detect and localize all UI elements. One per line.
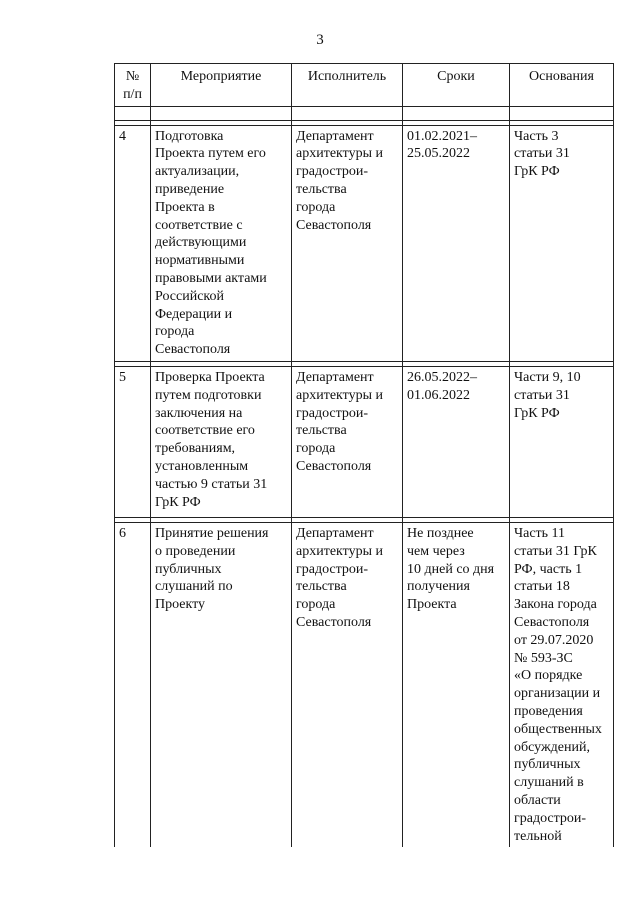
table-spacer-row	[115, 106, 614, 120]
table-row	[115, 125, 614, 361]
table-header-row	[115, 64, 614, 107]
row-executor: Департамент архитектуры и градострои- тельства города Севастополя	[292, 125, 403, 361]
row-event: Подготовка Проекта путем его актуализации, приведение Проекта в соответствие с действующими нормативными правовыми актами Российской Федерации и города Севастополя	[151, 125, 292, 361]
row-basis: Части 9, 10 статьи 31 ГрК РФ	[510, 366, 614, 517]
row-basis: Часть 3 статьи 31 ГрК РФ	[510, 125, 614, 361]
row-dates: Не позднее чем через 10 дней со дня получения Проекта	[403, 522, 510, 847]
page-number: 3	[316, 32, 324, 48]
header-basis: Основания	[510, 64, 614, 107]
row-executor: Департамент архитектуры и градострои- тельства города Севастополя	[292, 366, 403, 517]
row-dates: 01.02.2021– 25.05.2022	[403, 125, 510, 361]
row-number: 4	[115, 125, 151, 361]
header-dates: Сроки	[403, 64, 510, 107]
row-number: 6	[115, 522, 151, 847]
row-dates: 26.05.2022– 01.06.2022	[403, 366, 510, 517]
row-basis: Часть 11 статьи 31 ГрК РФ, часть 1 статьи 18 Закона города Севастополя от 29.07.2020 № 593-ЗС «О порядке организации и проведения общественных обсуждений, публичных слушаний в области градострои- тельной	[510, 522, 614, 847]
header-number: № п/п	[115, 64, 151, 107]
table-row	[115, 522, 614, 847]
header-executor: Исполнитель	[292, 64, 403, 107]
row-event: Проверка Проекта путем подготовки заключения на соответствие его требованиям, установленным частью 9 статьи 31 ГрК РФ	[151, 366, 292, 517]
events-table	[114, 63, 614, 847]
row-event: Принятие решения о проведении публичных слушаний по Проекту	[151, 522, 292, 847]
table-row	[115, 366, 614, 517]
row-number: 5	[115, 366, 151, 517]
header-event: Мероприятие	[151, 64, 292, 107]
row-executor: Департамент архитектуры и градострои- тельства города Севастополя	[292, 522, 403, 847]
